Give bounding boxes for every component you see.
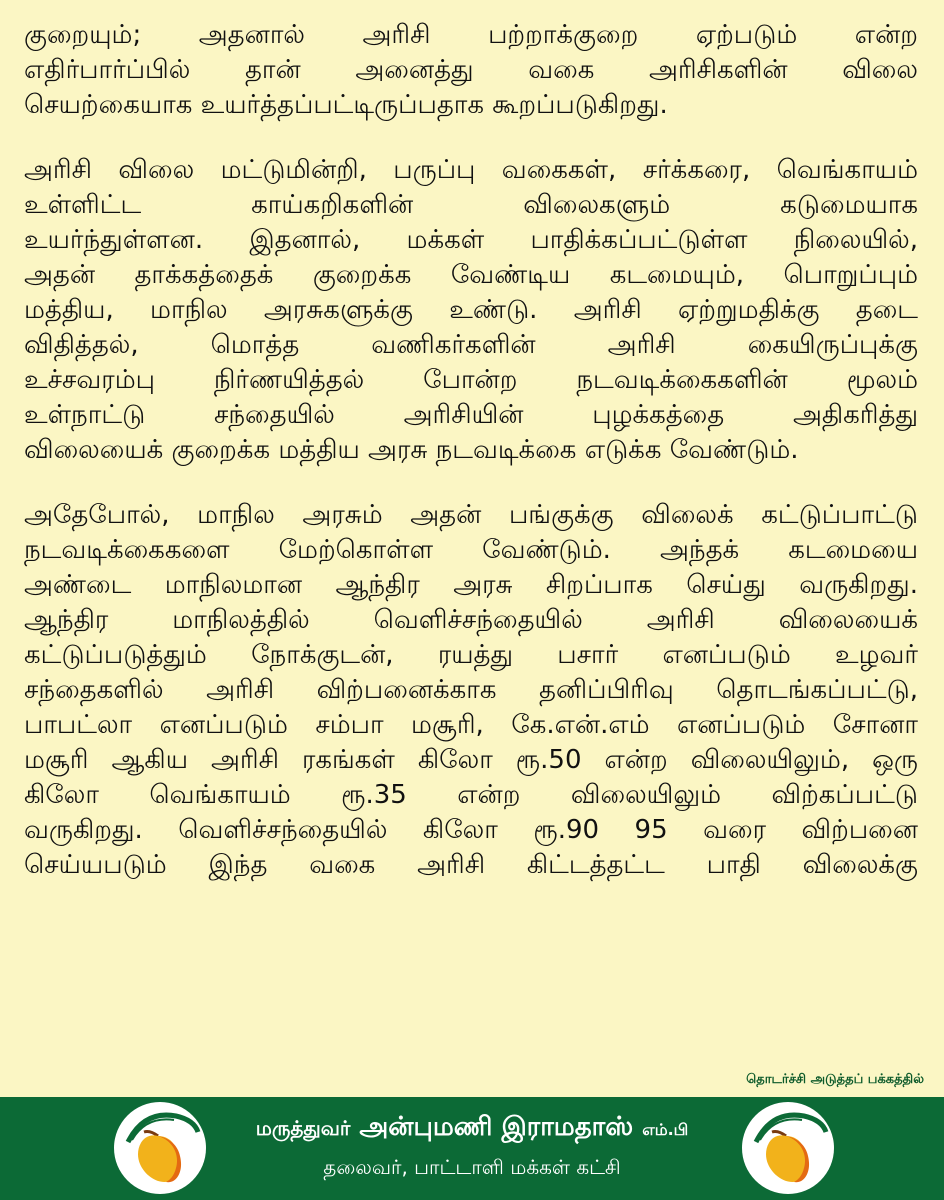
article-body — [24, 18, 918, 913]
leader-role: தலைவர், பாட்டாளி மக்கள் கட்சி — [323, 1155, 621, 1179]
text-line: குறையும்; அதனால் அரிசி பற்றாக்குறை ஏற்படும் என்ற — [24, 20, 918, 50]
text-line: செயற்கையாக உயர்த்தப்பட்டிருப்பதாக கூறப்படுகிறது. — [24, 90, 668, 120]
text-line: ஆந்திர மாநிலத்தில் வெளிச்சந்தையில் அரிசி விலையைக் — [24, 605, 918, 635]
text-line: அதன் தாக்கத்தைக் குறைக்க வேண்டிய கடமையும், பொறுப்பும் — [24, 260, 918, 290]
name-prefix: மருத்துவர் — [255, 1116, 351, 1140]
paragraph-2 — [24, 153, 918, 468]
text-line: உச்சவரம்பு நிர்ணயித்தல் போன்ற நடவடிக்கைகளின் மூலம் — [24, 365, 918, 395]
text-line: உயர்ந்துள்ளன. இதனால், மக்கள் பாதிக்கப்பட்டுள்ள நிலையில், — [24, 225, 918, 255]
mango-party-logo-icon — [742, 1102, 834, 1194]
continued-next-page-note: தொடர்ச்சி அடுத்தப் பக்கத்தில் — [746, 1072, 924, 1087]
mango-logo-graphic — [742, 1102, 834, 1194]
name-suffix: எம்.பி — [642, 1120, 689, 1139]
mango-party-logo-icon — [114, 1102, 206, 1194]
footer-banner — [0, 1097, 944, 1200]
text-line: வருகிறது. வெளிச்சந்தையில் கிலோ ரூ.90 95 வரை விற்பனை — [24, 815, 918, 845]
text-line: கட்டுப்படுத்தும் நோக்குடன், ரயத்து பசார் எனப்படும் உழவர் — [24, 640, 918, 670]
leader-name — [240, 1109, 704, 1148]
paragraph-1 — [24, 18, 918, 123]
text-line: மத்திய, மாநில அரசுகளுக்கு உண்டு. அரிசி ஏற்றுமதிக்கு தடை — [24, 295, 918, 325]
text-line: அண்டை மாநிலமான ஆந்திர அரசு சிறப்பாக செய்து வருகிறது. — [24, 570, 918, 600]
text-line: உள்ளிட்ட காய்கறிகளின் விலைகளும் கடுமையாக — [24, 190, 918, 220]
text-line: விலையைக் குறைக்க மத்திய அரசு நடவடிக்கை எடுக்க வேண்டும். — [24, 435, 799, 465]
mango-logo-graphic — [114, 1102, 206, 1194]
text-line: மசூரி ஆகிய அரிசி ரகங்கள் கிலோ ரூ.50 என்ற விலையிலும், ஒரு — [24, 745, 918, 775]
footer-text-block — [240, 1109, 704, 1182]
paragraph-3 — [24, 498, 918, 883]
text-line: செய்யபடும் இந்த வகை அரிசி கிட்டத்தட்ட பாதி விலைக்கு — [24, 850, 918, 880]
text-line: அரிசி விலை மட்டுமின்றி, பருப்பு வகைகள், சர்க்கரை, வெங்காயம் — [24, 155, 918, 185]
name-main: அன்புமணி இராமதாஸ் — [359, 1112, 634, 1142]
text-line: எதிர்பார்ப்பில் தான் அனைத்து வகை அரிசிகளின் விலை — [24, 55, 918, 85]
text-line: சந்தைகளில் அரிசி விற்பனைக்காக தனிப்பிரிவு தொடங்கப்பட்டு, — [24, 675, 918, 705]
text-line: கிலோ வெங்காயம் ரூ.35 என்ற விலையிலும் விற்கப்பட்டு — [24, 780, 918, 810]
text-line: உள்நாட்டு சந்தையில் அரிசியின் புழக்கத்தை அதிகரித்து — [24, 400, 918, 430]
text-line: விதித்தல், மொத்த வணிகர்களின் அரிசி கையிருப்புக்கு — [24, 330, 918, 360]
text-line: பாபட்லா எனப்படும் சம்பா மசூரி, கே.என்.எம் எனப்படும் சோனா — [24, 710, 918, 740]
text-line: அதேபோல், மாநில அரசும் அதன் பங்குக்கு விலைக் கட்டுப்பாட்டு — [24, 500, 918, 530]
text-line: நடவடிக்கைகளை மேற்கொள்ள வேண்டும். அந்தக் கடமையை — [24, 535, 918, 565]
